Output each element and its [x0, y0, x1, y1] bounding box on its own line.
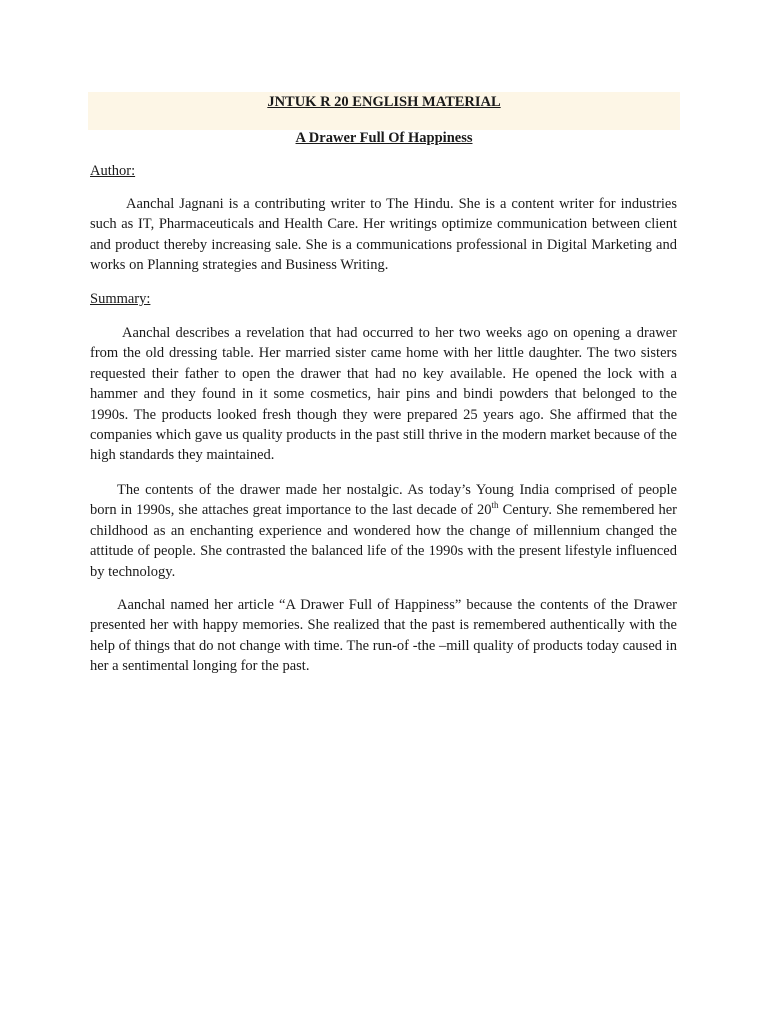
main-title: JNTUK R 20 ENGLISH MATERIAL — [267, 94, 501, 110]
summary-paragraph-2-text-b: Century. She remembered her childhood as an enchanting experience and wondered how the change of millennium changed the attitude of people. She contrasted the balanced life of the 1990s with the present lifestyle influenced by technology. — [90, 502, 677, 580]
ordinal-superscript: th — [491, 500, 499, 511]
summary-heading: Summary: — [90, 291, 151, 307]
article-title: A Drawer Full Of Happiness — [295, 130, 473, 146]
summary-paragraph-3: Aanchal named her article “A Drawer Full of Happiness” because the contents of the Drawer presented her with happy memories. She realized that the past is remembered authentically with the help of things that do not change with time. The run-of -the –mill quality of products today caused in her a sentimental longing for the past. — [90, 597, 677, 675]
author-paragraph: Aanchal Jagnani is a contributing writer to The Hindu. She is a content writer for industries such as IT, Pharmaceuticals and Health Care. Her writings optimize communication between client and product thereby increasing sale. She is a communications professional in Digital Marketing and works on Planning strategies and Business Writing. — [90, 196, 677, 274]
summary-paragraph-1: Aanchal describes a revelation that had occurred to her two weeks ago on opening a drawer from the old dressing table. Her married sister came home with her little daughter. The two sisters requested their father to open the drawer that had no key available. He opened the lock with a hammer and they found in it some cosmetics, hair pins and bindi powders that belonged to the 1990s. The products looked fresh though they were prepared 25 years ago. She affirmed that the companies which gave us quality products in the past still thrive in the modern market because of the high standards they maintained. — [90, 325, 677, 464]
summary-paragraph-2 — [90, 480, 677, 582]
summary-paragraph-2-text-a: The contents of the drawer made her nostalgic. As today’s Young India comprised of people born in 1990s, she attaches great importance to the last decade of 20 — [90, 482, 677, 519]
author-heading: Author: — [90, 163, 136, 179]
